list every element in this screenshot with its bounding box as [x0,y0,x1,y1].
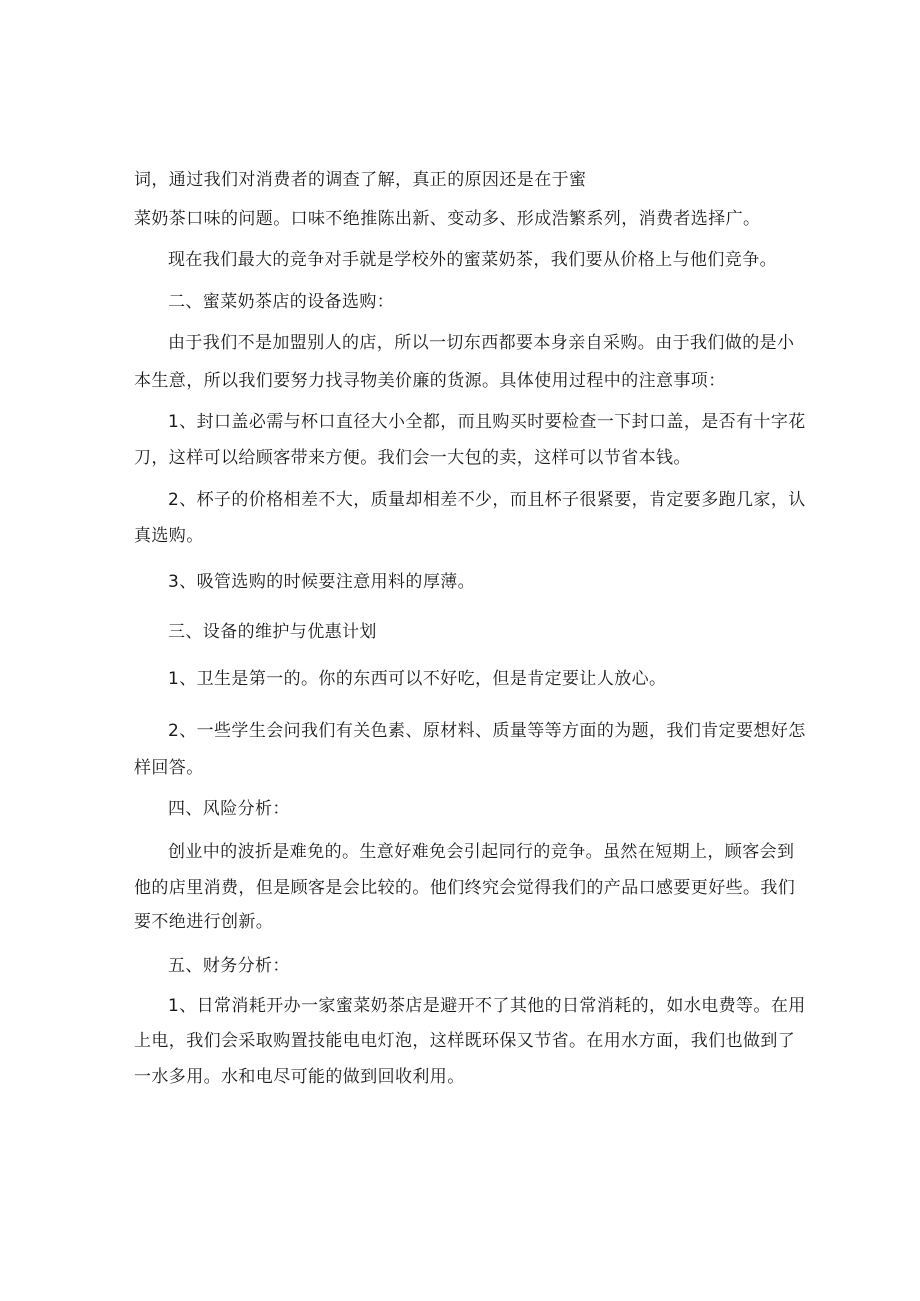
text-line: 样回答。 [134,758,204,778]
section-heading: 四、风险分析： [168,799,290,819]
section-heading: 五、财务分析： [168,956,290,976]
text-line: 创业中的波折是难免的。生意好难免会引起同行的竞争。虽然在短期上，顾客会到 [168,842,795,862]
text-line: 本生意，所以我们要努力找寻物美价廉的货源。具体使用过程中的注意事项： [134,371,726,391]
section-heading: 二、蜜菜奶茶店的设备选购： [168,292,395,312]
text-line: 词，通过我们对消费者的调查了解，真正的原因还是在于蜜 [134,170,587,190]
list-item: 2、杯子的价格相差不大，质量却相差不少，而且杯子很紧要，肯定要多跑几家，认 [168,490,806,510]
text-line: 现在我们最大的竞争对手就是学校外的蜜菜奶茶，我们要从价格上与他们竞争。 [168,250,777,270]
list-item: 1、日常消耗开办一家蜜菜奶茶店是避开不了其他的日常消耗的，如水电费等。在用 [168,996,806,1016]
text-line: 菜奶茶口味的问题。口味不绝推陈出新、变动多、形成浩繁系列，消费者选择广。 [134,209,761,229]
text-line: 一水多用。水和电尽可能的做到回收利用。 [134,1067,465,1087]
text-line: 由于我们不是加盟别人的店，所以一切东西都要本身亲自采购。由于我们做的是小 [168,333,795,353]
list-item: 1、卫生是第一的。你的东西可以不好吃，但是肯定要让人放心。 [168,669,667,689]
list-item: 2、一些学生会问我们有关色素、原材料、质量等等方面的为题，我们肯定要想好怎 [168,721,806,741]
list-item: 1、封口盖必需与杯口直径大小全都，而且购买时要检查一下封口盖，是否有十字花 [168,412,806,432]
text-line: 要不绝进行创新。 [134,912,274,932]
section-heading: 三、设备的维护与优惠计划 [168,622,377,642]
text-line: 真选购。 [134,526,204,546]
text-line: 刀，这样可以给顾客带来方便。我们会一大包的卖，这样可以节省本钱。 [134,448,691,468]
text-line: 他的店里消费，但是顾客是会比较的。他们终究会觉得我们的产品口感要更好些。我们 [134,878,796,898]
list-item: 3、吸管选购的时候要注意用料的厚薄。 [168,572,476,592]
text-line: 上电，我们会采取购置技能电电灯泡，这样既环保又节省。在用水方面，我们也做到了 [134,1031,796,1051]
